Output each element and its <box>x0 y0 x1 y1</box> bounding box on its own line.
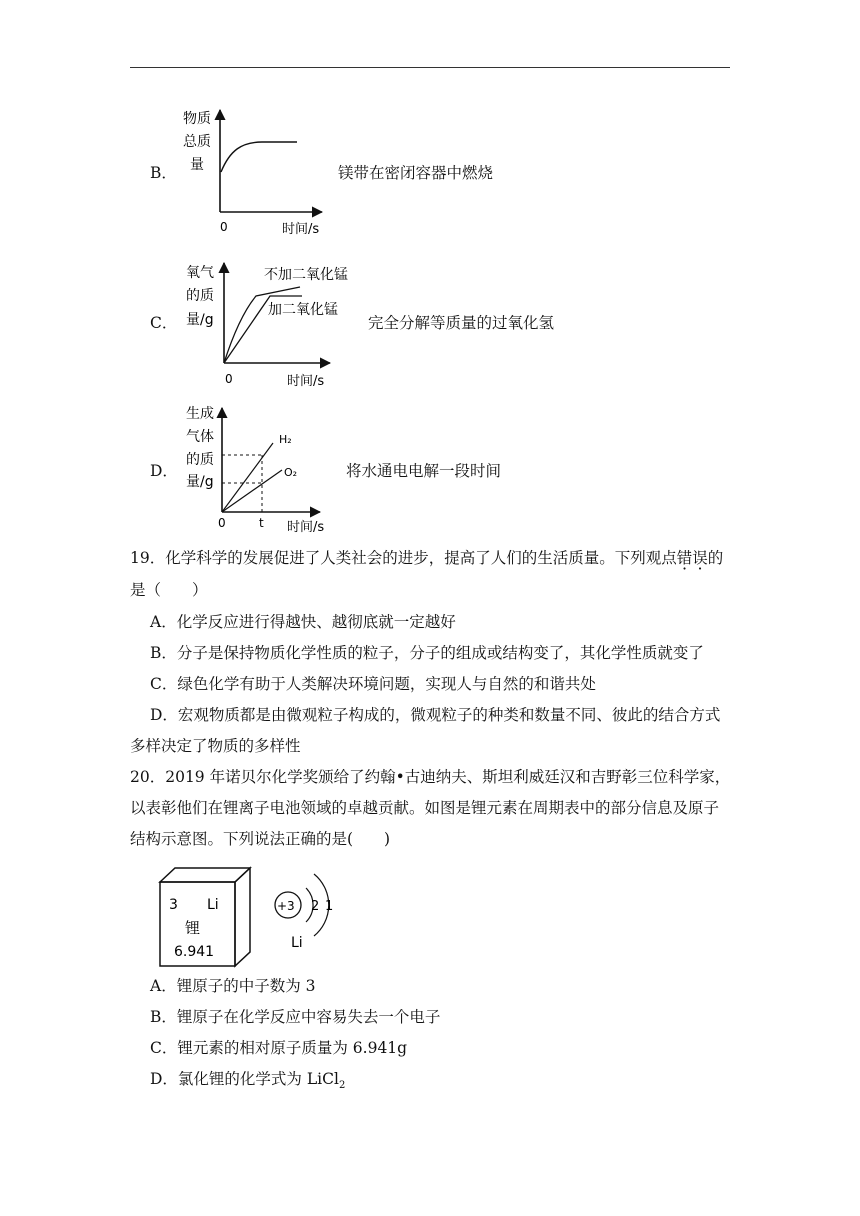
graph-b-ylabel-2: 总质 <box>183 134 211 150</box>
q20-option-d-text: D．氯化锂的化学式为 LiCl <box>150 1070 339 1088</box>
graph-c-label-catalyst: 加二氧化锰 <box>268 302 338 318</box>
element-cell-cube <box>150 860 260 970</box>
atom-nucleus: +3 <box>277 899 295 913</box>
graph-b-ylabel-3: 量 <box>190 157 204 173</box>
graph-b-ylabel-1: 物质 <box>183 111 211 127</box>
q19-emphasis-1: 错 <box>676 549 693 567</box>
q20-option-c[interactable]: C．锂元素的相对原子质量为 6.941g <box>150 1039 408 1057</box>
q19-stem-text: 19．化学科学的发展促进了人类社会的进步，提高了人们的生活质量。下列观点 <box>130 549 677 567</box>
element-atomic-number: 3 <box>169 897 178 913</box>
graph-b <box>170 100 340 240</box>
graph-b-origin: 0 <box>220 220 228 234</box>
graph-d-label-h2: H₂ <box>279 433 292 446</box>
atom-shell1-electrons: 2 <box>311 899 320 914</box>
graph-d-ylabel-4: 量/g <box>186 474 214 490</box>
graph-c-ylabel-3: 量/g <box>186 312 214 328</box>
graph-c-ylabel-2: 的质 <box>186 288 214 304</box>
q20-stem-line3: 结构示意图。下列说法正确的是( ) <box>130 830 391 848</box>
element-name: 锂 <box>185 919 201 937</box>
q19-stem-line1 <box>130 548 723 568</box>
q20-stem-line2: 以表彰他们在锂离子电池领域的卓越贡献。如图是锂元素在周期表中的部分信息及原子 <box>130 799 720 817</box>
q19-option-c[interactable]: C．绿色化学有助于人类解决环境问题，实现人与自然的和谐共处 <box>150 675 596 693</box>
graph-d-series-o2 <box>222 470 282 512</box>
graph-d-ylabel-2: 气体 <box>186 429 214 445</box>
graph-b-curve <box>221 142 297 172</box>
q19-stem-end: 的 <box>707 549 724 567</box>
q20-option-a[interactable]: A．锂原子的中子数为 3 <box>150 977 316 995</box>
q20-option-d[interactable] <box>150 1069 345 1096</box>
graph-d-ylabel-1: 生成 <box>186 406 214 422</box>
graph-c-caption: 完全分解等质量的过氧化氢 <box>368 314 555 332</box>
option-d-letter: D． <box>150 462 178 480</box>
q19-option-a[interactable]: A．化学反应进行得越快、越彻底就一定越好 <box>150 613 456 631</box>
q20-option-b[interactable]: B．锂原子在化学反应中容易失去一个电子 <box>150 1008 441 1026</box>
header-rule <box>130 67 730 68</box>
graph-d-ylabel-3: 的质 <box>186 452 214 468</box>
q19-stem-line2: 是（ ） <box>130 581 208 599</box>
graph-d-tick-t: t <box>259 516 264 530</box>
graph-d-series-h2 <box>222 443 273 512</box>
graph-c <box>170 258 370 393</box>
q19-option-d-cont: 多样决定了物质的多样性 <box>130 737 301 755</box>
q19-option-d[interactable]: D．宏观物质都是由微观粒子构成的，微观粒子的种类和数量不同、彼此的结合方式 <box>150 706 721 724</box>
graph-c-origin: 0 <box>225 372 233 386</box>
graph-c-xlabel: 时间/s <box>287 374 325 389</box>
graph-d-caption: 将水通电电解一段时间 <box>346 462 502 480</box>
atom-label: Li <box>291 935 303 951</box>
element-atomic-mass: 6.941 <box>174 944 215 960</box>
q19-option-b[interactable]: B．分子是保持物质化学性质的粒子，分子的组成或结构变了，其化学性质就变了 <box>150 644 704 662</box>
option-b-letter: B． <box>150 164 177 182</box>
q20-stem-line1: 20．2019 年诺贝尔化学奖颁给了约翰•古迪纳夫、斯坦利威廷汉和吉野彰三位科学家， <box>130 768 731 786</box>
graph-d-origin: 0 <box>218 516 226 530</box>
graph-d <box>170 400 345 538</box>
option-c-letter: C． <box>150 314 178 332</box>
graph-d-label-o2: O₂ <box>284 466 298 479</box>
q19-emphasis-2: 误 <box>692 549 708 567</box>
graph-b-xlabel: 时间/s <box>282 222 320 237</box>
element-symbol: Li <box>207 897 219 913</box>
graph-c-ylabel-1: 氧气 <box>186 265 214 281</box>
graph-c-series-catalyst <box>224 287 300 363</box>
atom-shell2-electrons: 1 <box>325 899 334 914</box>
graph-b-caption: 镁带在密闭容器中燃烧 <box>338 164 494 182</box>
graph-c-label-no-catalyst: 不加二氧化锰 <box>264 267 348 283</box>
q20-option-d-subscript: 2 <box>338 1080 346 1092</box>
atom-structure-diagram <box>270 862 360 957</box>
graph-d-xlabel: 时间/s <box>287 520 325 535</box>
